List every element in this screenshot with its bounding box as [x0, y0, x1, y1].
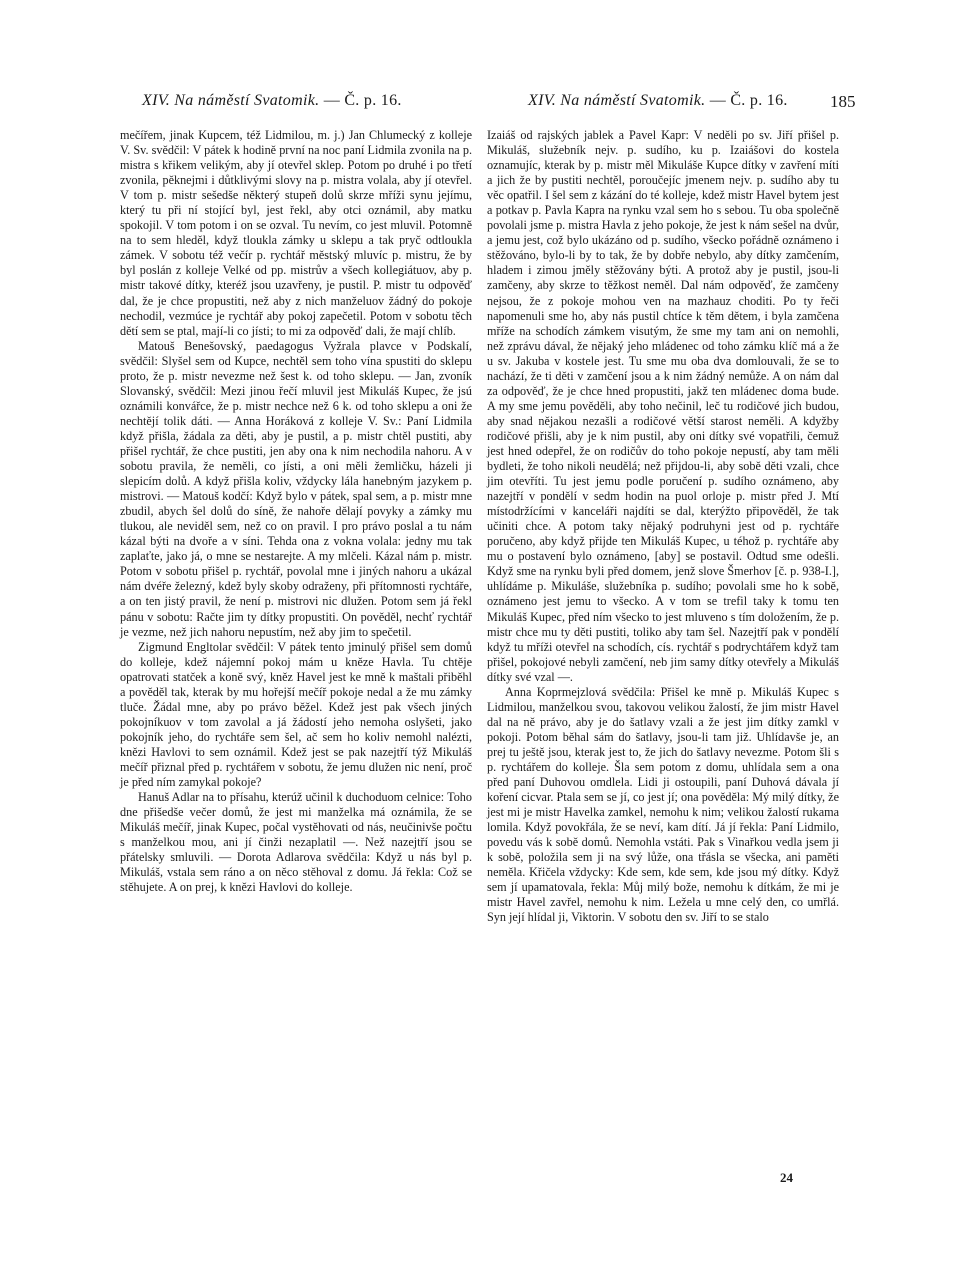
- paragraph: mečířem, jinak Kupcem, též Lidmilou, m. j.) Jan Chlumecký z kolleje V. Sv. svědčil: V pátek k hodině první na noc paní Lidmila zvonila na p. mistra s křikem velikým, aby jí otevřel sklep. Potom po druhé i po třetí zvonila, pěknejmi i důtklivými slovy na p. mistra volala, aby jí otevřel. V tom p. mistr sešedše některý stupeň dolů skrze mříži synu jejímu, který tu při ní stojící byl, jest řekl, aby otci oznámil, aby matku spokojil. V tom potom i on se ozval. Tu nevím, co jest mluvil. Potomně na to sem hleděl, když tloukla zámky u sklepu a tak pryč odtloukla zámek. V sobotu též večír p. rychtář městský mluvíc p. mistru, že by byl poslán z kolleje Velké od pp. mistrův a všech kollegiátuov, aby p. mistr takové dítky, kteréž jsou uzavřeny, je pustil. P. mistr tu odpověď dal, že je chce propustiti, než aby z nich manželuov žádný do pokoje nechodil, vezmúce je rychtář aby pokoj zapečetil. Potom v sobotu těch dětí sem se ptal, mají-li co jísti; to mi za odpověď dali, že mají chlíb.: [120, 128, 472, 338]
- header-left-ref: — Č. p. 16.: [323, 92, 402, 109]
- header-left-title: XIV. Na náměstí Svatomik.: [142, 92, 320, 109]
- right-column: [487, 128, 839, 925]
- running-header-left: [142, 92, 402, 110]
- header-right-ref: — Č. p. 16.: [709, 92, 788, 109]
- signature-mark: 24: [780, 1170, 793, 1185]
- paragraph: Hanuš Adlar na to přísahu, kterúž učinil k duchoduom celnice: Toho dne přišedše večer domů, že jest mi manželka má oznámila, že se Mikuláš mečíř, jinak Kupec, počal vystěhovati od nás, neučinivše počtu s manželkou mou, ani jí činži nezaplatil —. Než nazejtří jsou se přátelsky smluvili. — Dorota Adlarova svědčila: Když u nás byl p. Mikuláš, vstala sem ráno a on něco stěhoval z domu. Já řekla: Což se stěhujete. A on prej, k knězi Havlovi do kolleje.: [120, 790, 472, 895]
- paragraph: Zigmund Engltolar svědčil: V pátek tento jminulý přišel sem domů do kolleje, kdež nájemní pokoj mám u kněze Havla. Tu chtěje opatrovati statček a koně svý, kněz Havel jest ke mně k maštali přiběhl a pověděl tak, kterak by mu hořejší mečíř pokoje nedal a že mu zámky tluče. Žádal mne, aby po právo běžel. Kdež jest pak všech jiných pokojníkuov v tom zavolal a já žádostí jeho nemoha oslyšeti, jako pokojník jeho, do rychtáře sem šel, ač sem ho koliv nemohl nalézti, knězi Havlovi to sem oznámil. Kdež jest se pak nazejtří týž Mikuláš mečíř přiznal před p. rychtářem v sobotu, že jemu dlužen nic není, proč je před ním zamykal pokoje?: [120, 639, 472, 790]
- running-header-right: [528, 92, 788, 110]
- paragraph: Izaiáš od rajských jablek a Pavel Kapr: V neděli po sv. Jiří přišel p. Mikuláš, služebník nejv. p. sudího, ku p. Izaiášovi do kostela oznamujíc, kterak by p. mistr měl Mikuláše Kupce dítky v zavření míti a jich že by pustiti nechtěl, poroučejíc jmenem nejv. p. sudího aby tu věc opatřil. I šel sem z kázání do té kolleje, kdež mistr Havel bytem jest a potkav p. Pavla Kapra na rynku vzal sem ho s sebou. Tu oba společně povolali jsme p. mistra Havla z jeho pokoje, že jest k nám sešel na dvůr, a jemu jest, což bylo ukázáno od p. sudího, všecko pořádně oznámeno i stěžováno, bylo-li by to tak, že by dobře nebylo, aby dítky zamčením, hladem i zimou jměly stěžovány býti. A protož aby je pustil, jsou-li zamčeny, aby skrze to těžkost neměl. Dal nám odpověď, že zamčeny nejsou, že z pokoje mohou ven na mazhauz choditi. Po ty řeči napomenuli sme ho, aby nás pustil chtíce k těm dětem, i byla zamčena mříže na schodích zámkem visutým, že sme my tam ani on nemohli, než zprávu dával, že nějaký jeho mládenec od toho zámku klíč má a že u sv. Jakuba v kostele jest. Tu sme mu oba dva domlouvali, že se to nachází, že ti děti v zamčení jsou a k nim žádný nemůže. A on nám dal za odpověď, že je chce hned propustiti, jakž ten mládenec doma bude. A my sme jemu pověděli, aby toho nečinil, leč tu rodičové jich budou, aby snad nějakou nezašli a rodičové větší starost neměli. A kdyžby rodičové přišli, aby je k nim pustil, aby oni dítky své vopatřili, čemuž jest hned odepřel, že on rodičův do toho pokoje nepustí, aby tam měli bydleti, že toho nikoli neudělá; než přijdou-li, aby sobě děti vzali, chce jim otevříti. Tu jest jemu podle poručení p. sudího oznámeno, aby nazejtří v pondělí v sedm hodin na puol orloje p. mistr před J. Mtí místodržícími v kanceláři najdíti se dal, kterýžto připověděl, že tak učiniti chce. A potom taky nějaký podruhyni jest od p. rychtáře poručeno, aby když přijde ten Mikuláš Kupec, u téhož p. rychtáře aby mu o postavení bylo oznámeno, [aby] se postavil. Odtud sme odešli. Když sme na rynku byli před domem, jenž slove Šmerhov [č. p. 938-I.], uhlídáme p. Mikuláše, služebníka p. sudího; povolali sme ho k sobě, oznámeno jest jemu to všecko. A v tom se trefil taky k tomu ten Mikuláš Kupec, před ním všecko to jest mluveno s tím doložením, že p. mistr chce mu ty děti pustiti, toliko aby tam šel. Nazejtří pak v pondělí když tu mříži otevřel na schodích, cís. rychtář s podrychtářem když tam přišel, pokojové nebyli zamčení, neb jim samy dítky otevřely a Mikuláš dítky své vzal —.: [487, 128, 839, 684]
- header-right-title: XIV. Na náměstí Svatomik.: [528, 92, 706, 109]
- paragraph: Matouš Benešovský, paedagogus Vyžrala plavce v Podskalí, svědčil: Slyšel sem od Kupce, nechtěl sem toho vína spustiti do sklepu proto, že p. mistr nevezme než šest k. od toho sklepu. — Jan, zvoník Slovanský, svědčil: Mezi jinou řečí mluvil jest Mikuláš Kupec, že jsú oznámili konvářce, že p. mistr nechce než 6 k. od toho sklepu a oni že nechtějí tolik dáti. — Anna Horáková z kolleje V. Sv.: Paní Lidmila když přišla, žádala za děti, aby je pustil, a p. mistr chtěl pustiti, aby přišel rychtář, že chce pustiti, jen aby ona k nim nechodila nahoru. A v sobotu pravila, že neměli, co jísti, a oni měli žemličku, házeli ji slepicím dolů. A když přišla koliv, vždycky lála hanebným jazykem p. mistrovi. — Matouš kodčí: Když bylo v pátek, spal sem, a p. mistr mne zbudil, abych šel dolů do síně, že nahoře dělají povyky a zámky mu tlukou, ale neviděl sem, než co on pravil. I pro právo poslal a tu nám kázal býti na dvoře a v síni. Tehda ona z vokna volala: jedny mu tak zaplaťte, jako já, o mne se nestarejte. A my mlčeli. Kázal nám p. mistr. Potom v sobotu přišel p. rychtář, povolal mne i jiných nahoru a ukázal nám dvéře železný, kdež byly skoby odraženy, při přítomnosti rychtáře, a on ten jistý pravil, že není p. mistrovi nic dlužen. Potom sem já řekl pánu v sobotu: Račte jim ty dítky propustiti. On pověděl, nechť rychtář je vezme, než jich nahoru nepustím, než aby jim to spečetil.: [120, 338, 472, 639]
- page-number: 185: [830, 92, 856, 111]
- paragraph: Anna Koprmejzlová svědčila: Přišel ke mně p. Mikuláš Kupec s Lidmilou, manželkou svou, takovou velikou žalostí, že jim mistr Havel dal na ně právo, aby je do šatlavy vzali a že jest jim dítky zamkl v pokoji. Potom běhal sám do šatlavy, jsou-li tam již. Uhlídavše je, an prej tu ještě jsou, kterak jest to, že jich do šatlavy nevezme. Potom šli s p. rychtářem do kolleje. Šla sem potom z domu, uhlídala sem a ona před paní Duhovou omdlela. Lidi ji ostoupili, paní Duhová dávala jí koření cicvar. Ptala sem se jí, co jest jí; ona pověděla: Mý milý dítky, že jest mi je mistr Havelka zamkel, nemohu k nim; velikou žalostí rukama lomila. Když povokřála, že se neví, kam dítí. Já jí řekla: Paní Lidmilo, povedu vás k sobě domů. Nemohla vstáti. Pak s Vinařkou vedla jsem ji k sobě, položila sem ji na svý lůže, ona třásla se všecka, ani paměti neměla. Křičela vždycky: Kde sem, kde sem, kde jsou mý dítky. Když sem jí upamatovala, řekla: Můj milý bože, nemohu k dítkám, že mi je mistr Havel zavřel, nemohu k nim. Ležela u mne celý den, co umřlá. Syn její hlídal ji, Viktorin. V sobotu den sv. Jiří to se stalo: [487, 684, 839, 925]
- left-column: [120, 128, 472, 895]
